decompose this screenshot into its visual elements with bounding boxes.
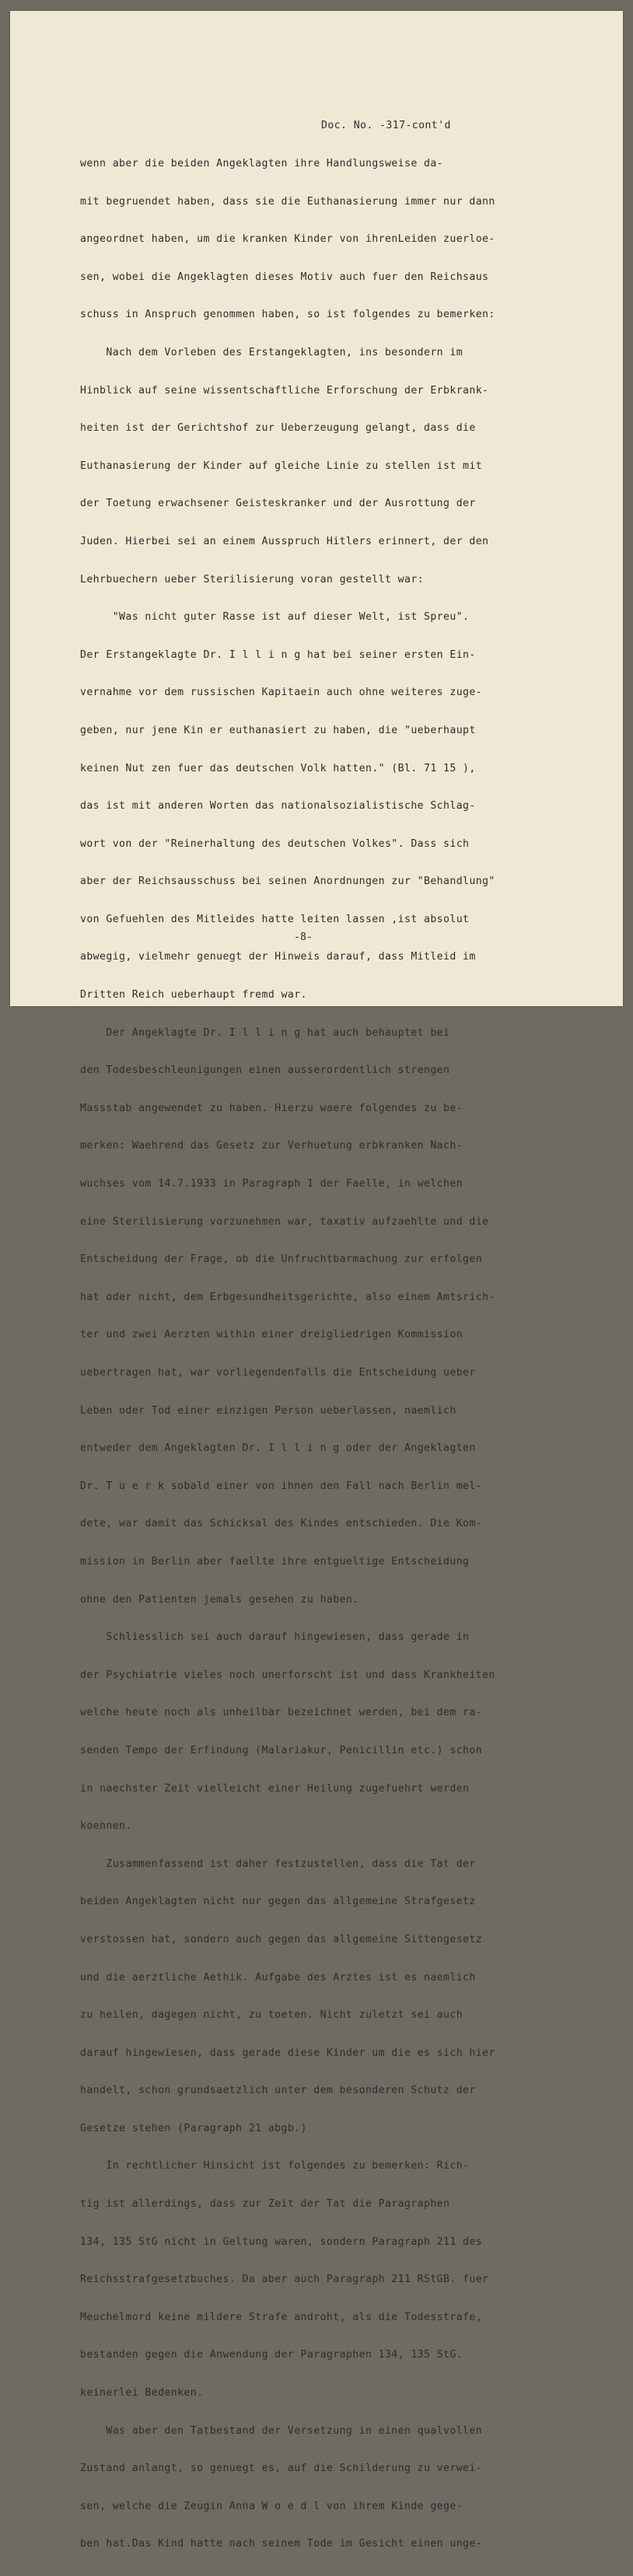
text-line: keinerlei Bedenken.	[80, 2387, 204, 2399]
text-line: das ist mit anderen Worten das nationalsozialistische Schlag-	[80, 800, 476, 813]
text-line: Dritten Reich ueberhaupt fremd war.	[80, 989, 307, 1001]
text-line: Hinblick auf seine wissentschaftliche Erforschung der Erbkrank-	[80, 384, 489, 397]
text-line: mit begruendet haben, dass sie die Euthanasierung immer nur dann	[80, 195, 495, 208]
text-line: abwegig, vielmehr genuegt der Hinweis darauf, dass Mitleid im	[80, 951, 476, 963]
text-line: vernahme vor dem russischen Kapitaein auch ohne weiteres zuge-	[80, 687, 483, 699]
text-line: geben, nur jene Kin er euthanasiert zu haben, die "ueberhaupt	[80, 724, 476, 736]
text-line: keinen Nut zen fuer das deutschen Volk hatten." (Bl. 71 15 ),	[80, 762, 476, 774]
text-line: wenn aber die beiden Angeklagten ihre Handlungsweise da-	[80, 158, 444, 170]
text-line: schuss in Anspruch genommen haben, so ist folgendes zu bemerken:	[80, 309, 495, 321]
text-line: Zusammenfassend ist daher festzustellen, dass die Tat der	[80, 1858, 476, 1870]
text-line: merken: Waehrend das Gesetz zur Verhuetung erbkranken Nach-	[80, 1140, 463, 1152]
document-header: Doc. No. -317-cont'd	[321, 120, 451, 132]
text-line: wort von der "Reinerhaltung des deutschen Volkes". Dass sich	[80, 837, 470, 850]
text-line: heiten ist der Gerichtshof zur Ueberzeugung gelangt, dass die	[80, 422, 476, 435]
page-number: -8-	[294, 931, 313, 943]
text-line: und die aerztliche Aethik. Aufgabe des Arztes ist es naemlich	[80, 1971, 476, 1984]
typewritten-text	[80, 95, 578, 2576]
text-line: Dr. T u e r k sobald einer von ihnen den Fall nach Berlin mel-	[80, 1480, 483, 1492]
text-line: von Gefuehlen des Mitleides hatte leiten lassen ,ist absolut	[80, 913, 470, 925]
text-line: entweder dem Angeklagten Dr. I l l i n g oder der Angeklagten	[80, 1442, 476, 1455]
text-line: In rechtlicher Hinsicht ist folgendes zu bemerken: Rich-	[80, 2160, 470, 2172]
text-line: Was aber den Tatbestand der Versetzung in einen qualvollen	[80, 2424, 483, 2437]
text-line: aber der Reichsausschuss bei seinen Anordnungen zur "Behandlung"	[80, 876, 495, 888]
text-line: bestanden gegen die Anwendung der Paragraphen 134, 135 StG.	[80, 2349, 463, 2361]
text-line: 134, 135 StG nicht in Geltung waren, sondern Paragraph 211 des	[80, 2235, 483, 2248]
text-line: ter und zwei Aerzten within einer dreigliedrigen Kommission	[80, 1329, 463, 1341]
text-line: dete, war damit das Schicksal des Kindes entschieden. Die Kom-	[80, 1518, 483, 1530]
text-line: Lehrbuechern ueber Sterilisierung voran gestellt war:	[80, 573, 424, 585]
text-line: verstossen hat, sondern auch gegen das allgemeine Sittengesetz	[80, 1933, 483, 1945]
text-line: senden Tempo der Erfindung (Malariakur, Penicillin etc.) schon	[80, 1744, 483, 1756]
text-line: Schliesslich sei auch darauf hingewiesen, dass gerade in	[80, 1631, 470, 1644]
text-line: Zustand anlangt, so genuegt es, auf die Schilderung zu verwei-	[80, 2462, 483, 2475]
text-line: wuchses vom 14.7.1933 in Paragraph 1 der Faelle, in welchen	[80, 1178, 463, 1190]
text-line: welche heute noch als unheilbar bezeichnet werden, bei dem ra-	[80, 1707, 483, 1719]
text-line: handelt, schon grundsaetzlich unter dem besonderen Schutz der	[80, 2085, 476, 2097]
text-line: Reichsstrafgesetzbuches. Da aber auch Paragraph 211 RStGB. fuer	[80, 2274, 489, 2286]
document-page	[10, 11, 623, 2550]
text-line: sen, welche die Zeugin Anna W o e d l von ihrem Kinde gege-	[80, 2500, 463, 2512]
text-line: "Was nicht guter Rasse ist auf dieser Welt, ist Spreu".	[80, 611, 470, 624]
text-line: angeordnet haben, um die kranken Kinder von ihrenLeiden zuerloe-	[80, 233, 495, 246]
text-line: Massstab angewendet zu haben. Hierzu waere folgendes zu be-	[80, 1102, 463, 1114]
text-line: der Psychiatrie vieles noch unerforscht ist und dass Krankheiten	[80, 1669, 495, 1681]
text-line: hat oder nicht, dem Erbgesundheitsgerichte, also einem Amtsrich-	[80, 1291, 495, 1303]
text-line: ohne den Patienten jemals gesehen zu haben.	[80, 1593, 359, 1606]
text-line: mission in Berlin aber faellte ihre entgueltige Entscheidung	[80, 1555, 470, 1568]
text-line: Gesetze stehen (Paragraph 21 abgb.)	[80, 2122, 307, 2134]
text-line: eine Sterilisierung vorzunehmen war, taxativ aufzaehlte und die	[80, 1215, 489, 1228]
text-line: sen, wobei die Angeklagten dieses Motiv auch fuer den Reichsaus	[80, 271, 489, 283]
text-line: Nach dem Vorleben des Erstangeklagten, ins besondern im	[80, 346, 463, 358]
text-line: Juden. Hierbei sei an einem Ausspruch Hitlers erinnert, der den	[80, 535, 489, 547]
text-line: koennen.	[80, 1820, 132, 1833]
text-line: Entscheidung der Frage, ob die Unfruchtbarmachung zur erfolgen	[80, 1253, 483, 1266]
text-line: uebertragen hat, war vorliegendenfalls die Entscheidung ueber	[80, 1367, 476, 1379]
text-line: in naechster Zeit vielleicht einer Heilung zugefuehrt werden	[80, 1782, 470, 1795]
text-line: Euthanasierung der Kinder auf gleiche Linie zu stellen ist mit	[80, 460, 483, 472]
text-line: Leben oder Tod einer einzigen Person ueberlassen, naemlich	[80, 1404, 456, 1417]
text-line: Meuchelmord keine mildere Strafe androht, als die Todesstrafe,	[80, 2311, 483, 2323]
text-line: ben hat.Das Kind hatte nach seinem Tode im Gesicht einen unge-	[80, 2538, 483, 2550]
text-line: tig ist allerdings, dass zur Zeit der Tat die Paragraphen	[80, 2198, 450, 2211]
text-line: den Todesbeschleunigungen einen ausserordentlich strengen	[80, 1064, 450, 1077]
text-line: zu heilen, dagegen nicht, zu toeten. Nicht zuletzt sei auch	[80, 2009, 463, 2022]
text-line: der Toetung erwachsener Geisteskranker und der Ausrottung der	[80, 498, 476, 510]
text-line: Der Angeklagte Dr. I l l i n g hat auch behauptet bei	[80, 1026, 450, 1039]
text-line: beiden Angeklagten nicht nur gegen das allgemeine Strafgesetz	[80, 1896, 476, 1908]
text-line: darauf hingewiesen, dass gerade diese Kinder um die es sich hier	[80, 2046, 495, 2059]
text-line: Der Erstangeklagte Dr. I l l i n g hat bei seiner ersten Ein-	[80, 648, 476, 661]
